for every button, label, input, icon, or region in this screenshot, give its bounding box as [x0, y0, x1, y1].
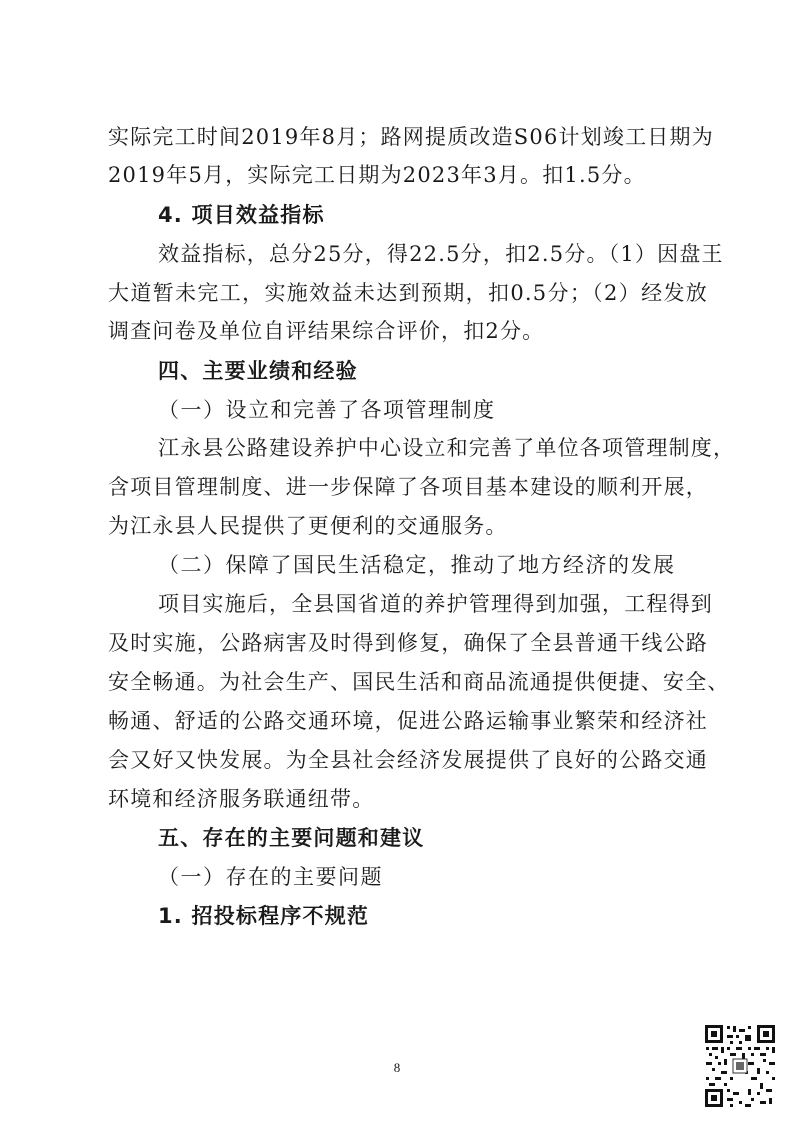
paragraph-line: 为江永县人民提供了更便利的交通服务。: [108, 514, 508, 538]
paragraph-line: 调查问卷及单位自评结果综合评价，扣2分。: [108, 319, 545, 343]
section-heading: 1. 招投标程序不规范: [158, 904, 370, 928]
paragraph-line: 会又好又快发展。为全县社会经济发展提供了良好的公路交通: [108, 748, 708, 772]
paragraph-line: 及时实施，公路病害及时得到修复，确保了全县普通干线公路: [108, 631, 708, 655]
paragraph-line: 含项目管理制度、进一步保障了各项目基本建设的顺利开展，: [108, 475, 708, 499]
qr-code-icon: [703, 1023, 777, 1109]
section-heading: 五、存在的主要问题和建议: [158, 826, 425, 850]
paragraph-line: 效益指标，总分25分，得22.5分，扣2.5分。（1）因盘王: [158, 242, 724, 266]
paragraph-line: 实际完工时间2019年8月；路网提质改造S06计划竣工日期为: [108, 125, 714, 149]
page-number: 8: [393, 1060, 401, 1075]
paragraph-line: 环境和经济服务联通纽带。: [108, 787, 375, 811]
paragraph-line: 畅通、舒适的公路交通环境，促进公路运输事业繁荣和经济社: [108, 709, 708, 733]
subsection-heading: （一）存在的主要问题: [158, 865, 383, 889]
paragraph-line: 安全畅通。为社会生产、国民生活和商品流通提供便捷、安全、: [108, 670, 730, 694]
paragraph-line: 大道暂未完工，实施效益未达到预期，扣0.5分；（2）经发放: [108, 281, 708, 305]
paragraph-line: 江永县公路建设养护中心设立和完善了单位各项管理制度，: [158, 436, 736, 460]
subsection-heading: （一）设立和完善了各项管理制度: [158, 398, 496, 422]
section-heading: 四、主要业绩和经验: [158, 359, 358, 383]
subsection-heading: （二）保障了国民生活稳定，推动了地方经济的发展: [158, 553, 676, 577]
paragraph-line: 2019年5月，实际完工日期为2023年3月。扣1.5分。: [108, 163, 646, 187]
section-heading: 4. 项目效益指标: [158, 203, 325, 227]
paragraph-line: 项目实施后，全县国省道的养护管理得到加强，工程得到: [158, 592, 713, 616]
